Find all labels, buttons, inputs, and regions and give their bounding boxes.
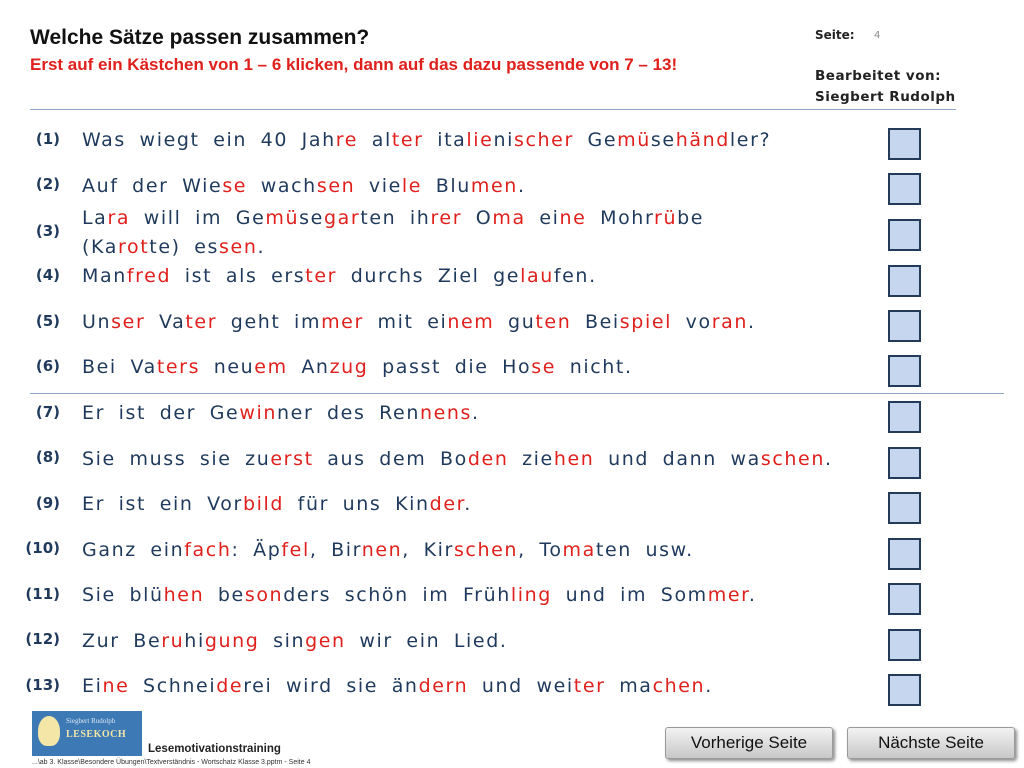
syllable-highlight: lau: [520, 265, 554, 287]
syllable-highlight: händ: [675, 129, 730, 151]
syllable-highlight: fred: [126, 265, 172, 287]
syllable: .: [472, 402, 480, 424]
syllable-highlight: ru: [161, 630, 185, 652]
answer-checkbox[interactable]: [888, 219, 921, 251]
syllable: hi: [184, 630, 205, 652]
syllable: Zur Be: [82, 630, 162, 652]
syllable-highlight: gung: [204, 630, 260, 652]
syllable-highlight: sen: [219, 236, 258, 258]
syllable-highlight: ra: [107, 207, 131, 229]
syllable: (Ka: [82, 236, 118, 258]
answer-checkbox[interactable]: [888, 310, 921, 342]
syllable: se: [299, 207, 324, 229]
answer-checkbox[interactable]: [888, 538, 921, 570]
syllable: gu: [494, 311, 536, 333]
syllable-highlight: mer: [321, 311, 364, 333]
syllable: mit ei: [363, 311, 448, 333]
syllable: .: [517, 175, 526, 197]
syllable: ni: [493, 129, 514, 151]
syllable-highlight: de: [216, 675, 244, 697]
syllable: Schnei: [129, 675, 217, 697]
syllable: ist als ers: [171, 265, 306, 287]
syllable-highlight: hen: [553, 448, 595, 470]
syllable: aus dem Bo: [313, 448, 468, 470]
syllable-highlight: ling: [510, 584, 552, 606]
syllable-highlight: fel: [281, 539, 310, 561]
syllable-highlight: ran: [711, 311, 749, 333]
sentence-number: (5): [35, 312, 60, 330]
syllable: O: [462, 207, 493, 229]
syllable: Er ist der Ge: [82, 402, 240, 424]
syllable-highlight: schen: [760, 448, 825, 470]
syllable: , To: [518, 539, 563, 561]
syllable: Bei: [571, 311, 620, 333]
syllable-highlight: hen: [163, 584, 205, 606]
syllable-highlight: der: [429, 493, 465, 515]
author-name: Siegbert Rudolph: [815, 89, 956, 105]
lightbulb-icon: [38, 716, 60, 746]
sentence-text: [82, 126, 771, 155]
syllable: .: [748, 311, 756, 333]
header-divider: [30, 109, 956, 110]
syllable-highlight: mer: [707, 584, 749, 606]
syllable-highlight: sen: [316, 175, 356, 197]
sentence-number: (3): [35, 222, 60, 240]
sentence-number: (6): [35, 357, 60, 375]
syllable: vie: [355, 175, 402, 197]
sentence-text: [82, 490, 472, 519]
syllable-highlight: zug: [329, 356, 369, 378]
sentence-text: [82, 262, 597, 291]
author-label: Bearbeitet von:: [815, 68, 942, 84]
sentence-text: [82, 445, 833, 474]
syllable-highlight: bild: [242, 493, 285, 515]
syllable-highlight: ne: [102, 675, 130, 697]
syllable: und dann wa: [594, 448, 761, 470]
syllable: ler?: [729, 129, 772, 151]
leseкoch-logo: [32, 711, 142, 756]
sentence-text: [82, 399, 480, 428]
syllable-highlight: schen: [453, 539, 519, 561]
sentence-text: [82, 308, 756, 337]
syllable: Sie blü: [82, 584, 164, 606]
syllable: , Bir: [309, 539, 362, 561]
syllable: Auf der Wie: [82, 175, 223, 197]
syllable-highlight: mü: [265, 207, 300, 229]
syllable-highlight: dern: [418, 675, 469, 697]
syllable-highlight: ter: [573, 675, 606, 697]
answer-checkbox[interactable]: [888, 583, 921, 615]
syllable: te) es: [149, 236, 220, 258]
syllable-highlight: nem: [447, 311, 495, 333]
syllable: La: [82, 207, 108, 229]
sentence-text: [82, 353, 633, 382]
syllable-highlight: gar: [323, 207, 361, 229]
syllable-highlight: em: [254, 356, 288, 378]
syllable: Sie muss sie zu: [82, 448, 271, 470]
syllable-highlight: den: [467, 448, 509, 470]
syllable: Bei Va: [82, 356, 157, 378]
syllable: .: [825, 448, 833, 470]
next-page-button[interactable]: Nächste Seite: [847, 727, 1015, 759]
syllable: sin: [259, 630, 306, 652]
syllable-highlight: ter: [305, 265, 338, 287]
syllable: und im Som: [551, 584, 708, 606]
page-label: Seite:: [815, 28, 855, 42]
syllable: .: [748, 584, 757, 606]
sentence-number: (12): [25, 630, 60, 648]
syllable: Mohr: [586, 207, 655, 229]
syllable-highlight: ten: [535, 311, 572, 333]
syllable: .: [257, 236, 266, 258]
sentence-number: (2): [35, 175, 60, 193]
syllable: ten ih: [360, 207, 431, 229]
syllable: Man: [82, 265, 127, 287]
page-number: 4: [874, 30, 881, 41]
answer-checkbox[interactable]: [888, 492, 921, 524]
syllable: Ge: [573, 129, 618, 151]
syllable: , Kir: [402, 539, 454, 561]
syllable-highlight: ter: [391, 129, 424, 151]
syllable: ma: [605, 675, 653, 697]
syllable: se: [650, 129, 676, 151]
sentence-text: [82, 536, 694, 565]
logo-author: Siegbert Rudolph: [66, 717, 116, 725]
syllable: Ei: [82, 675, 103, 697]
sentence-number: (11): [25, 585, 60, 603]
sentence-number: (9): [35, 494, 60, 512]
syllable-highlight: scher: [514, 129, 574, 151]
sentence-number: (10): [25, 539, 60, 557]
syllable-highlight: ters: [156, 356, 201, 378]
author-info: [815, 66, 956, 108]
syllable: Was wiegt ein 40 Jah: [82, 129, 336, 151]
syllable-highlight: rü: [654, 207, 678, 229]
sentence-number: (1): [35, 130, 60, 148]
syllable-highlight: se: [531, 356, 557, 378]
syllable: .: [464, 493, 472, 515]
syllable: will im Ge: [130, 207, 266, 229]
answer-checkbox[interactable]: [888, 173, 921, 205]
syllable: wach: [247, 175, 317, 197]
syllable: be: [204, 584, 245, 606]
syllable-highlight: erst: [270, 448, 314, 470]
syllable-highlight: nens: [419, 402, 473, 424]
sentence-number: (4): [35, 266, 60, 284]
syllable: Va: [145, 311, 186, 333]
group-divider: [30, 393, 1004, 394]
answer-checkbox[interactable]: [888, 401, 921, 433]
syllable: An: [287, 356, 330, 378]
page-title: Welche Sätze passen zusammen?: [30, 26, 370, 49]
syllable: Ganz ein: [82, 539, 185, 561]
instruction-text: Erst auf ein Kästchen von 1 – 6 klicken, dann auf das dazu passende von 7 – 13!: [30, 55, 678, 74]
answer-checkbox[interactable]: [888, 355, 921, 387]
syllable-highlight: son: [244, 584, 284, 606]
syllable-highlight: nen: [361, 539, 403, 561]
syllable-highlight: re: [335, 129, 359, 151]
syllable: ita: [423, 129, 467, 151]
syllable: für uns Kin: [284, 493, 430, 515]
syllable: neu: [200, 356, 255, 378]
course-title: Lesemotivationstraining: [148, 743, 281, 755]
sentence-text: [82, 204, 704, 233]
syllable-highlight: chen: [652, 675, 706, 697]
syllable: und wei: [468, 675, 574, 697]
answer-checkbox[interactable]: [888, 674, 921, 706]
syllable: ten usw.: [595, 539, 694, 561]
syllable: vo: [672, 311, 712, 333]
syllable: be: [677, 207, 705, 229]
syllable-highlight: gen: [305, 630, 346, 652]
syllable-highlight: men: [470, 175, 518, 197]
sentence-text: [82, 172, 526, 201]
sentence-text: [82, 233, 265, 262]
syllable-highlight: ma: [562, 539, 596, 561]
syllable: wir ein Lied.: [345, 630, 508, 652]
syllable: geht im: [217, 311, 322, 333]
syllable: Er ist ein Vor: [82, 493, 243, 515]
sentence-number: (13): [25, 676, 60, 694]
logo-brand: LESEKOCH: [66, 729, 127, 740]
sentence-number: (7): [35, 403, 60, 421]
syllable: rei wird sie än: [243, 675, 419, 697]
syllable: ner des Ren: [277, 402, 420, 424]
sentence-number: (8): [35, 448, 60, 466]
syllable-highlight: ter: [185, 311, 218, 333]
sentence-text: [82, 581, 757, 610]
sentence-text: [82, 627, 508, 656]
syllable: : Äp: [231, 539, 282, 561]
syllable: nicht.: [556, 356, 633, 378]
previous-page-button[interactable]: Vorherige Seite: [665, 727, 833, 759]
syllable: passt die Ho: [368, 356, 532, 378]
syllable-highlight: lie: [466, 129, 494, 151]
syllable-highlight: rer: [430, 207, 463, 229]
syllable-highlight: ma: [492, 207, 526, 229]
file-path: ...\ab 3. Klasse\Besondere Übungen\Textverständnis - Wortschatz Klasse 3.pptm - Seite 4: [32, 759, 311, 766]
answer-checkbox[interactable]: [888, 629, 921, 661]
answer-checkbox[interactable]: [888, 265, 921, 297]
syllable: ders schön im Früh: [283, 584, 511, 606]
sentence-text: [82, 672, 713, 701]
syllable: al: [358, 129, 392, 151]
syllable-highlight: win: [239, 402, 278, 424]
syllable-highlight: fach: [184, 539, 232, 561]
answer-checkbox[interactable]: [888, 447, 921, 479]
syllable: zie: [508, 448, 554, 470]
syllable: Blu: [422, 175, 471, 197]
syllable-highlight: spiel: [619, 311, 673, 333]
answer-checkbox[interactable]: [888, 128, 921, 160]
syllable: durchs Ziel ge: [337, 265, 521, 287]
syllable: ei: [525, 207, 560, 229]
syllable: .: [705, 675, 713, 697]
syllable-highlight: se: [222, 175, 248, 197]
syllable-highlight: rot: [117, 236, 150, 258]
syllable-highlight: mü: [617, 129, 651, 151]
syllable-highlight: le: [401, 175, 423, 197]
syllable: fen.: [553, 265, 597, 287]
syllable-highlight: ne: [559, 207, 587, 229]
syllable: Un: [82, 311, 112, 333]
syllable-highlight: ser: [111, 311, 146, 333]
